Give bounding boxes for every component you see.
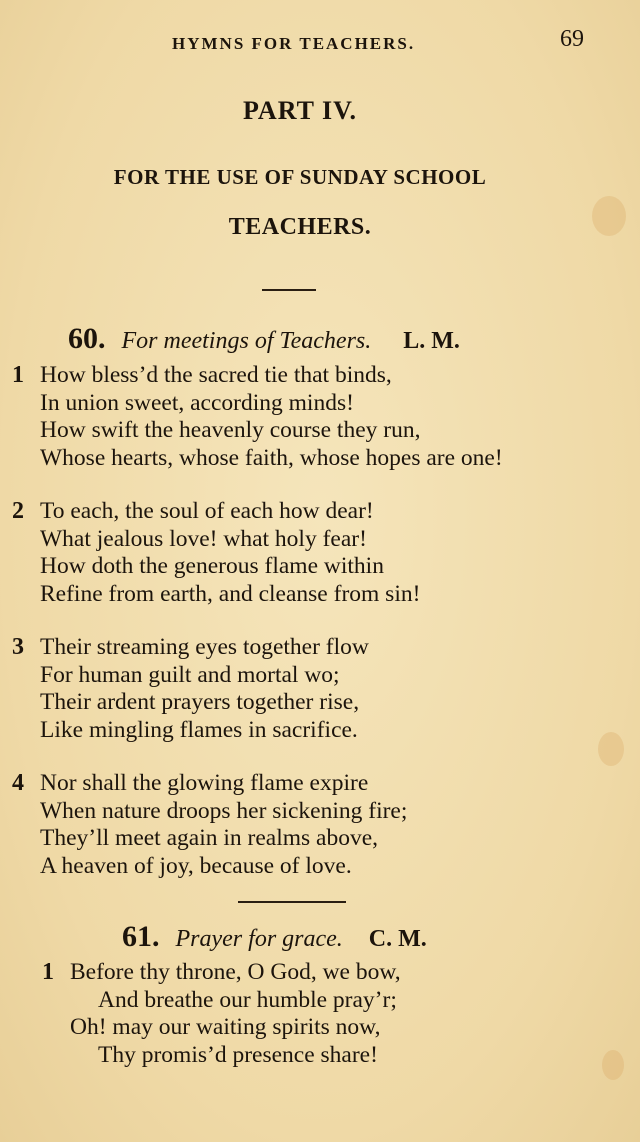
- verse-line: When nature droops her sickening fire;: [40, 797, 408, 824]
- running-head: HYMNS FOR TEACHERS.: [172, 34, 416, 53]
- hymn-title: Prayer for grace.: [175, 926, 343, 952]
- hymn-number: 60.: [68, 322, 106, 355]
- verse-number: 1: [42, 959, 54, 985]
- verse-line: Refine from earth, and cleanse from sin!: [40, 580, 421, 607]
- verse: [12, 634, 369, 744]
- verse-line: Before thy throne, O God, we bow,: [70, 959, 401, 985]
- verse-line: Thy promis’d presence share!: [98, 1041, 378, 1068]
- verse-line: Whose hearts, whose faith, whose hopes are one!: [40, 444, 503, 471]
- hymn-meter: L. M.: [403, 328, 460, 354]
- section-subtitle-continued: TEACHERS.: [228, 214, 372, 240]
- verse-line: How doth the generous flame within: [40, 553, 384, 579]
- hymn-heading: [122, 920, 427, 954]
- verse-line: To each, the soul of each how dear!: [40, 498, 374, 524]
- verse-line: Their ardent prayers together rise,: [40, 689, 360, 715]
- part-heading: PART IV.: [242, 96, 357, 125]
- verse-number: 3: [12, 634, 24, 660]
- verse: [12, 770, 408, 880]
- verse-line: Nor shall the glowing flame expire: [40, 770, 369, 796]
- hymn-number: 61.: [122, 920, 160, 953]
- verse-number: 4: [12, 770, 24, 796]
- page-number: 69: [560, 26, 584, 52]
- verse: [42, 959, 401, 1069]
- verse-line: What jealous love! what holy fear!: [40, 525, 367, 552]
- section-subtitle: FOR THE USE OF SUNDAY SCHOOL: [113, 165, 487, 189]
- divider-rule: [238, 901, 346, 903]
- verse: [12, 362, 503, 472]
- verse-number: 2: [12, 498, 24, 524]
- verse-line: For human guilt and mortal wo;: [40, 661, 340, 688]
- verse-line: Oh! may our waiting spirits now,: [70, 1014, 381, 1040]
- divider-rule: [262, 289, 316, 291]
- paper-stain: [602, 1050, 624, 1080]
- verse: [12, 498, 421, 608]
- verse-line: A heaven of joy, because of love.: [40, 852, 352, 879]
- hymn-meter: C. M.: [368, 926, 427, 952]
- verse-line: And breathe our humble pray’r;: [98, 986, 397, 1013]
- verse-line: In union sweet, according minds!: [40, 389, 354, 416]
- verse-line: How swift the heavenly course they run,: [40, 417, 421, 443]
- verse-line: They’ll meet again in realms above,: [40, 825, 379, 851]
- verse-line: Like mingling flames in sacrifice.: [40, 716, 358, 743]
- verse-number: 1: [12, 362, 24, 388]
- paper-stain: [598, 732, 624, 766]
- verse-line: Their streaming eyes together flow: [40, 634, 369, 660]
- hymn-heading: [68, 322, 460, 356]
- verse-line: How bless’d the sacred tie that binds,: [40, 362, 392, 388]
- hymn-title: For meetings of Teachers.: [121, 328, 372, 354]
